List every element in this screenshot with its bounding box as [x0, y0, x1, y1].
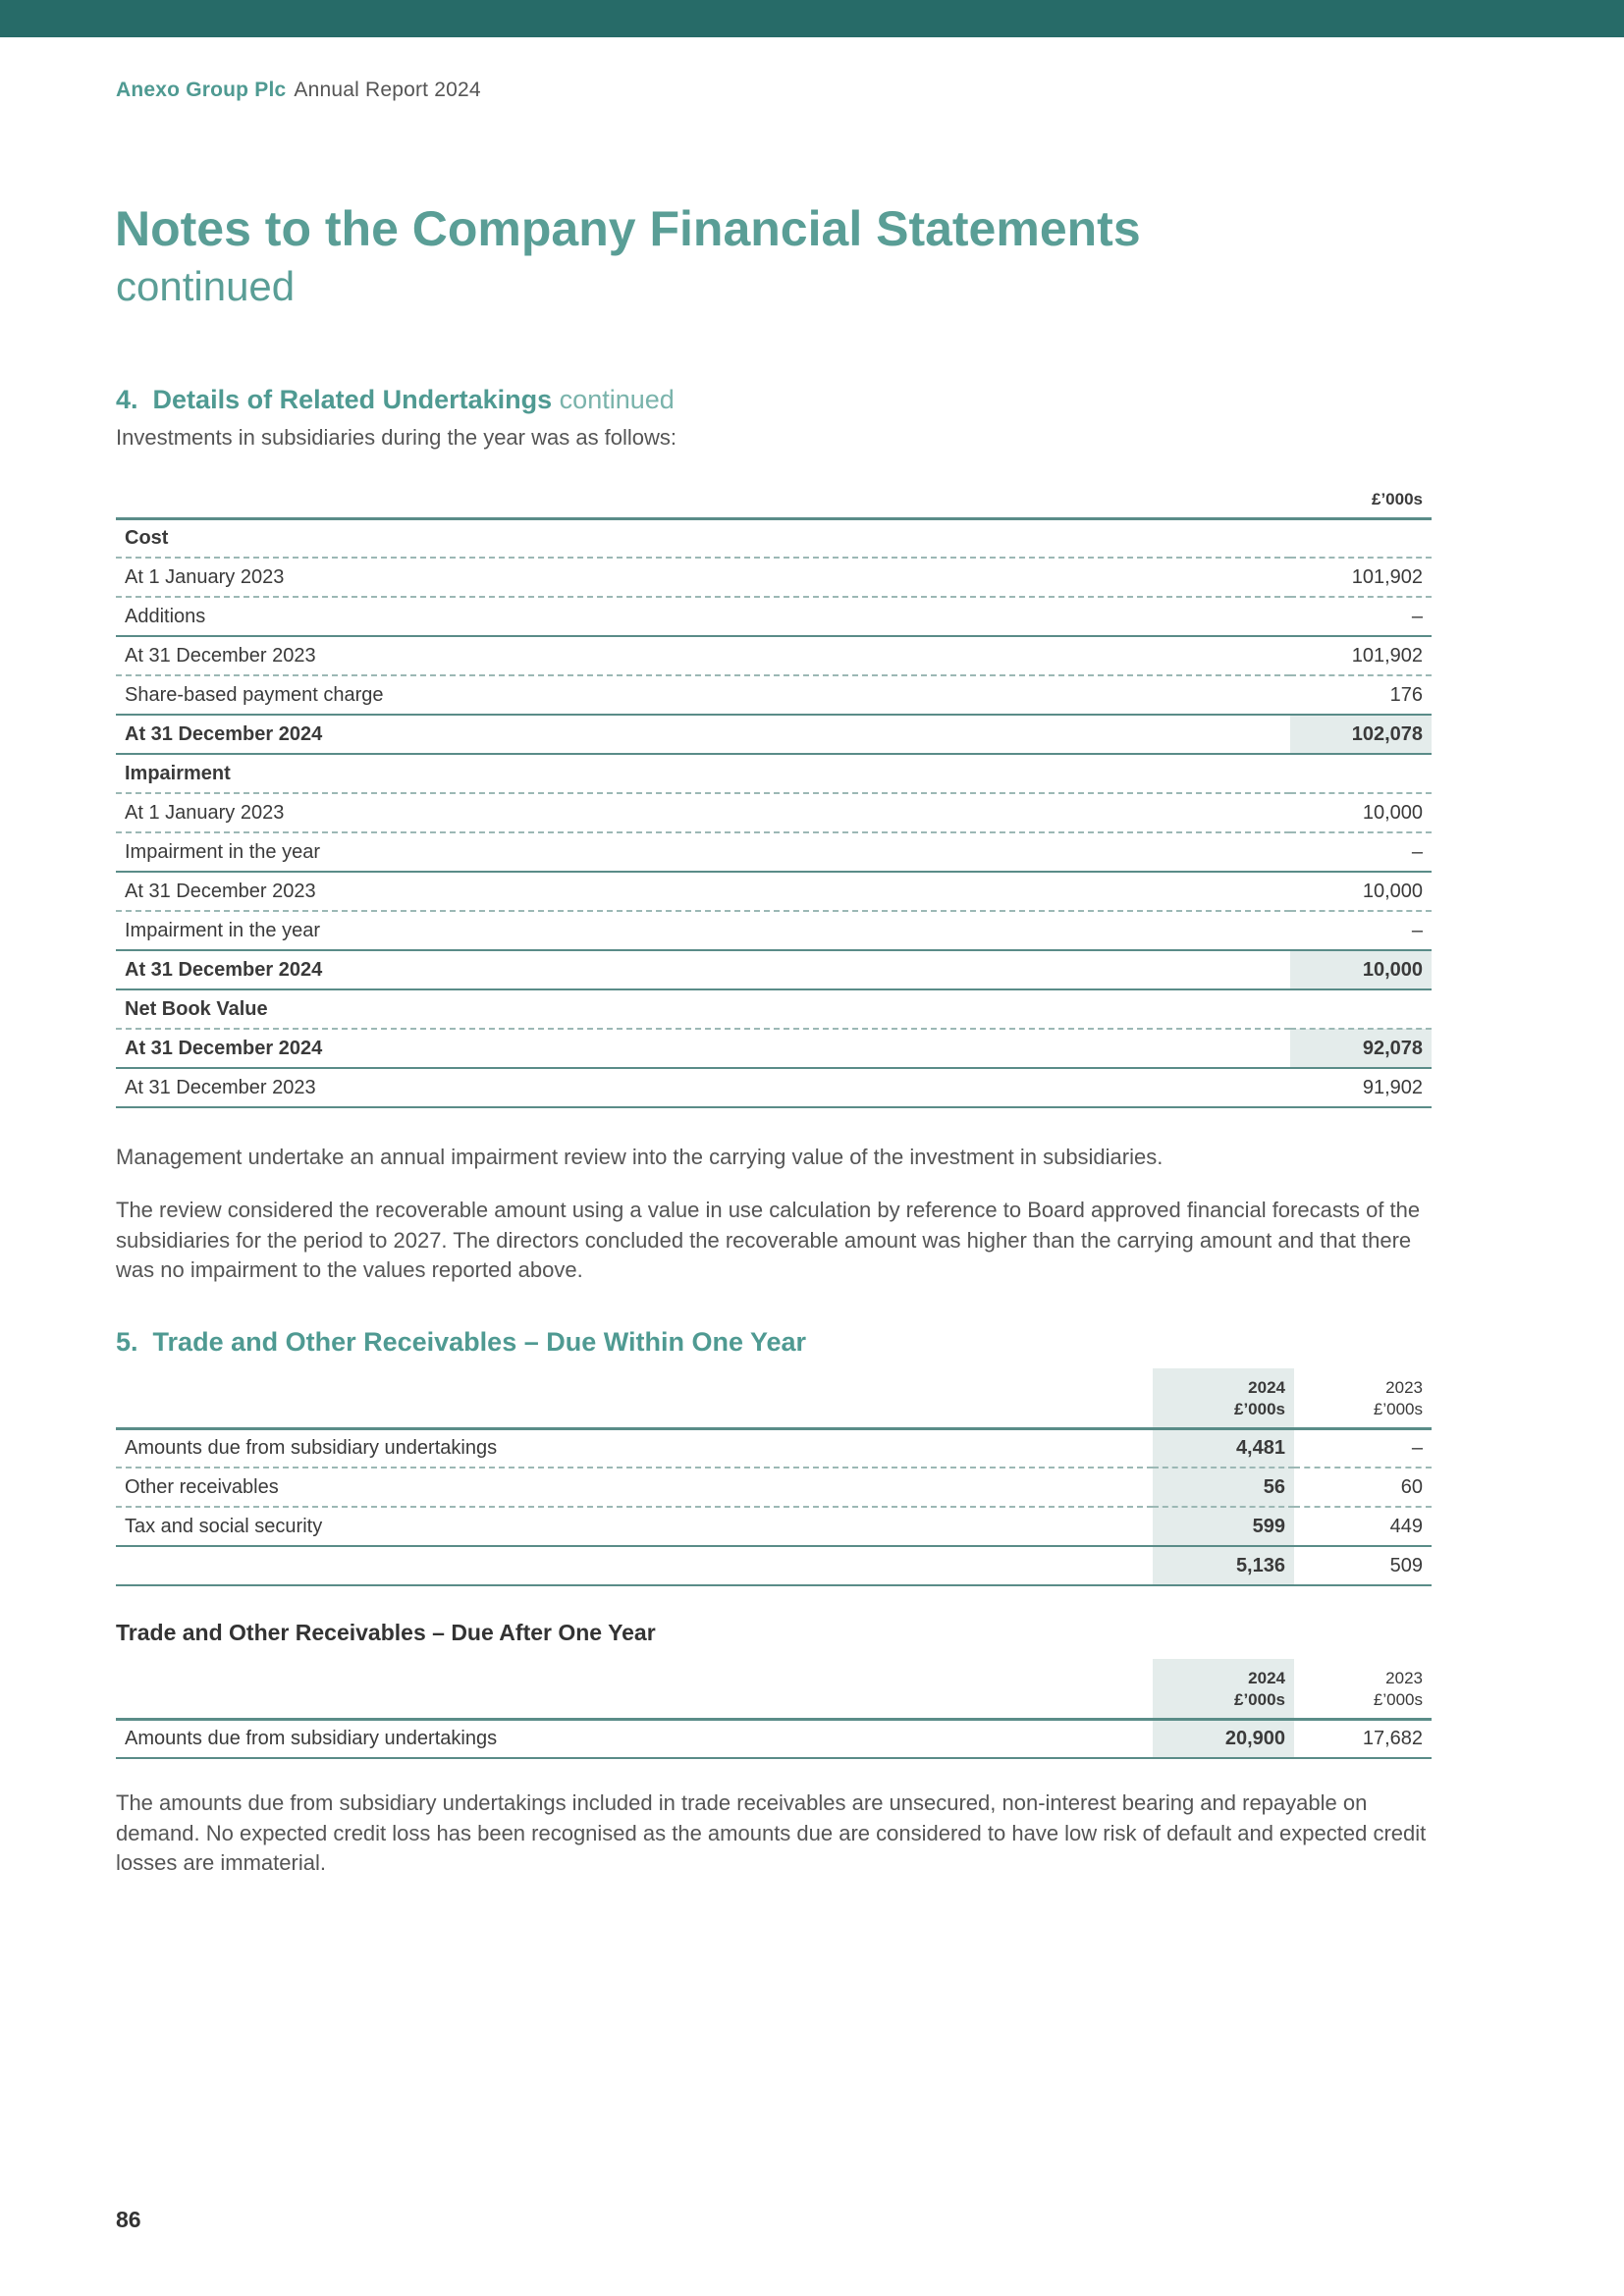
table-row: Impairment — [116, 754, 1432, 793]
report-name: Annual Report 2024 — [294, 79, 481, 101]
table-row: Impairment in the year – — [116, 911, 1432, 950]
section-5-heading — [116, 1325, 806, 1359]
top-color-bar — [0, 0, 1624, 37]
receivables-after-table — [116, 1659, 1432, 1759]
table-row: Amounts due from subsidiary undertakings 4,481 – — [116, 1428, 1432, 1468]
investments-header-row — [116, 485, 1432, 518]
col-2023-header: 2023 £’000s — [1294, 1368, 1432, 1428]
section-4-para-1: Management undertake an annual impairment review into the carrying value of the investment in subsidiaries. — [116, 1145, 1164, 1169]
section-4-title: Details of Related Undertakings — [152, 385, 553, 414]
investments-table — [116, 485, 1432, 1108]
running-header — [116, 79, 481, 102]
section-4-heading — [116, 383, 675, 416]
page-title: Notes to the Company Financial Statements — [115, 201, 1141, 256]
table-row: At 31 December 2024 102,078 — [116, 715, 1432, 754]
col-2024-header: 2024 £’000s — [1153, 1368, 1294, 1428]
section-5-title: Trade and Other Receivables – Due Within One Year — [152, 1327, 807, 1357]
page-number: 86 — [116, 2207, 141, 2232]
table-row: At 31 December 2023 101,902 — [116, 636, 1432, 675]
receivables-within-table — [116, 1368, 1432, 1586]
table-row: At 31 December 2024 92,078 — [116, 1029, 1432, 1068]
receivables-within-header-row — [116, 1368, 1432, 1428]
col-2024-header: 2024 £’000s — [1153, 1659, 1294, 1719]
table-row: Net Book Value — [116, 989, 1432, 1029]
investments-col-header: £’000s — [1290, 485, 1432, 518]
table-row: Cost — [116, 518, 1432, 558]
page-subtitle: continued — [116, 263, 296, 309]
table-row: Share-based payment charge 176 — [116, 675, 1432, 715]
section-5b-heading: Trade and Other Receivables – Due After One Year — [116, 1620, 656, 1645]
table-row: Other receivables 56 60 — [116, 1468, 1432, 1507]
section-5b-para: The amounts due from subsidiary undertakings included in trade receivables are unsecured, non-interest bearing and repayable on demand. No expected credit loss has been recognised as the amounts due are considered to have low risk of default and expected credit losses are immaterial. — [116, 1790, 1427, 1875]
table-row: Tax and social security 599 449 — [116, 1507, 1432, 1546]
company-name: Anexo Group Plc — [116, 79, 287, 101]
table-row: At 31 December 2023 91,902 — [116, 1068, 1432, 1107]
section-4-para-2: The review considered the recoverable amount using a value in use calculation by reference to Board approved financial forecasts of the subsidiaries for the period to 2027. The directors concluded the recoverable amount was higher than the carrying amount and that there was no impairment to the values reported above. — [116, 1198, 1421, 1282]
table-row: Impairment in the year – — [116, 832, 1432, 872]
table-row: At 1 January 2023 10,000 — [116, 793, 1432, 832]
table-row: Additions – — [116, 597, 1432, 636]
section-5-number: 5. — [116, 1327, 138, 1357]
col-2023-header: 2023 £’000s — [1294, 1659, 1432, 1719]
receivables-after-header-row — [116, 1659, 1432, 1719]
table-row: At 1 January 2023 101,902 — [116, 558, 1432, 597]
table-row-total: 5,136 509 — [116, 1546, 1432, 1585]
section-4-number: 4. — [116, 385, 138, 414]
table-row: Amounts due from subsidiary undertakings 20,900 17,682 — [116, 1719, 1432, 1758]
section-4-continued: continued — [559, 385, 675, 414]
table-row: At 31 December 2024 10,000 — [116, 950, 1432, 989]
section-4-intro: Investments in subsidiaries during the year was as follows: — [116, 425, 677, 450]
table-row: At 31 December 2023 10,000 — [116, 872, 1432, 911]
